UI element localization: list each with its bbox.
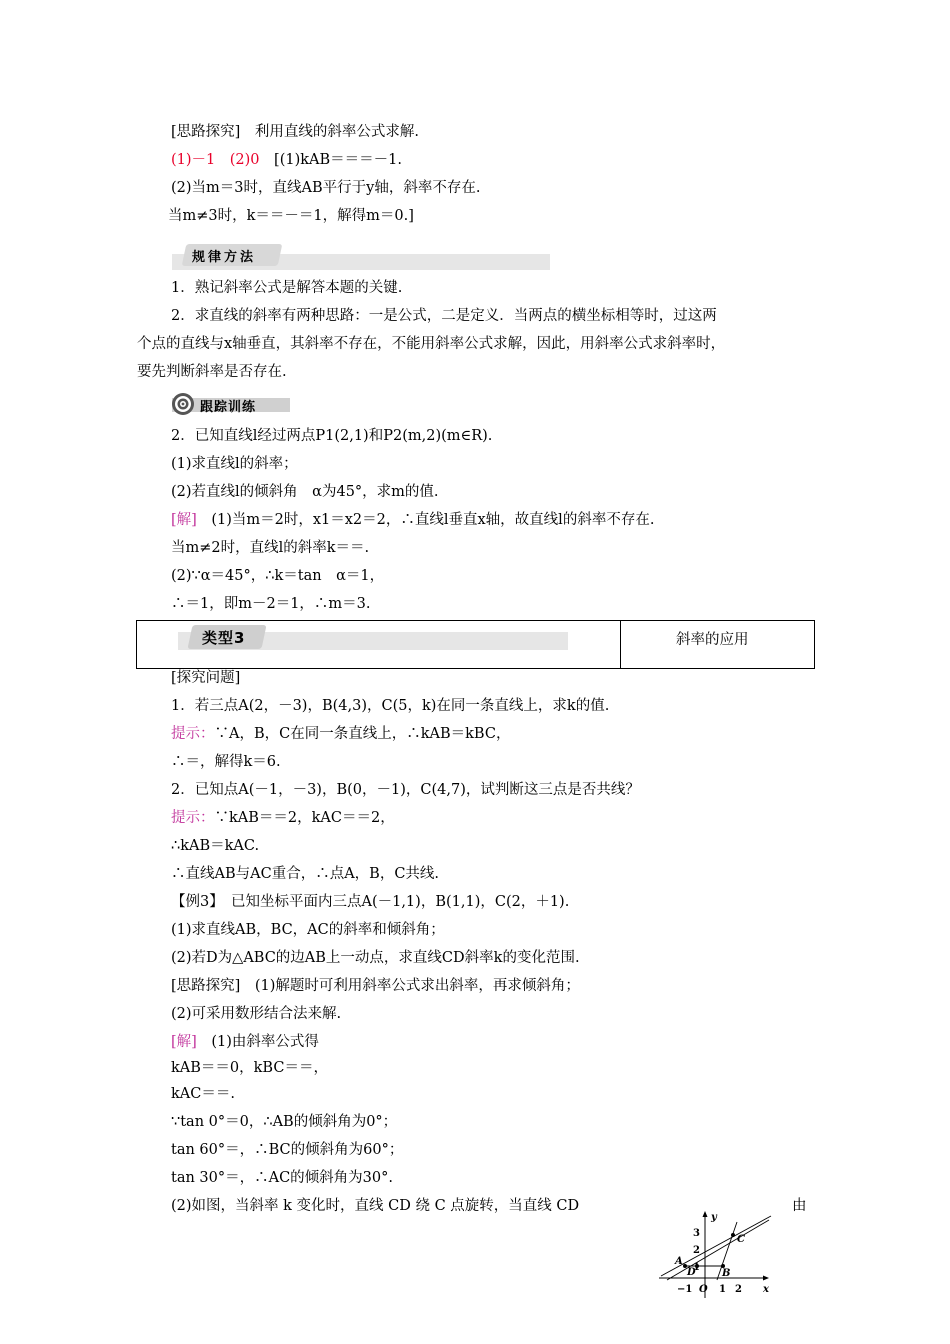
example-3-angle-ac: tan 30°＝，∴AC的倾斜角为30°. [171,1170,393,1186]
type-table-divider [620,620,621,668]
example-3-part2: (2)如图，当斜率 k 变化时，直线 CD 绕 C 点旋转，当直线 CD [171,1198,580,1214]
section-training-title: 跟踪训练 [200,400,257,415]
example-3-kab-kbc: kAB＝＝0，kBC＝＝， [171,1060,328,1076]
target-icon [171,392,195,416]
label-a: A [675,1256,683,1267]
x-tick-2: 2 [735,1284,742,1295]
y-axis-arrow-icon [703,1211,708,1217]
x-axis-label: x [763,1284,769,1295]
line-cd [667,1220,769,1280]
explore-hint-2 [171,808,395,828]
x-tick-1: 1 [719,1284,726,1295]
y-tick-1: 1 [693,1262,700,1273]
slope-figure [655,1208,775,1300]
x-tick-origin: O [699,1284,708,1295]
line-answer [171,150,402,170]
example-3-solution [171,1032,319,1052]
explore-q1: 1．若三点A(2，－3)，B(4,3)，C(5，k)在同一条直线上，求k的值. [171,698,610,714]
exercise-2-q2: (2)若直线l的倾斜角 α为45°，求m的值. [171,484,439,500]
line-ac [661,1216,771,1276]
hint-tag: 提示： [171,810,215,826]
answer-derivation: [(1)kAB＝＝＝－1. [259,152,402,168]
solution-text: (1)当m＝2时，x1＝x2＝2，∴直线l垂直x轴，故直线l的斜率不存在. [196,512,655,528]
hint-tag: 提示： [171,726,215,742]
explore-q2: 2．已知点A(－1，－3)，B(0，－1)，C(4,7)，试判断这三点是否共线？ [171,782,640,798]
solution-tag: [解] [171,1034,197,1050]
rule-point-2: 2．求直线的斜率有两种思路：一是公式，二是定义．当两点的横坐标相等时，过这两 [171,308,717,324]
x-tick-neg1: −1 [677,1284,693,1295]
line-m3: (2)当m＝3时，直线AB平行于y轴，斜率不存在. [171,180,481,196]
rule-point-2-end: 要先判断斜率是否存在. [137,364,287,380]
y-axis-label: y [711,1212,717,1223]
example-3-thinking-2: (2)可采用数形结合法来解. [171,1006,342,1022]
example-3-q1: (1)求直线AB，BC，AC的斜率和倾斜角； [171,922,445,938]
solution-tag: [解] [171,512,197,528]
explore-hint-1 [171,724,510,744]
label-d: D [687,1267,696,1278]
label-b: B [722,1268,731,1279]
exercise-2: 2．已知直线l经过两点P1(2,1)和P2(m,2)(m∈R). [171,428,493,444]
type-title: 类型3 [202,629,246,647]
label-c: C [737,1234,745,1245]
answer-values: (1)－1 (2)0 [171,152,260,168]
exercise-2-result: ∴＝1，即m－2＝1，∴m＝3. [171,596,371,612]
example-3: 【例3】 已知坐标平面内三点A(－1,1)，B(1,1)，C(2，＋1). [171,894,570,910]
example-3-q2: (2)若D为△ABC的边AB上一动点，求直线CD斜率k的变化范围. [171,950,580,966]
line-mneq3: 当m≠3时，k＝＝－＝1，解得m＝0.] [168,208,414,224]
rule-point-2-cont: 个点的直线与x轴垂直，其斜率不存在，不能用斜率公式求解，因此，用斜率公式求斜率时， [137,336,726,352]
exercise-2-part2: (2)∵α＝45°，∴k＝tan α＝1， [171,568,385,584]
example-3-angle-bc: tan 60°＝，∴BC的倾斜角为60°； [171,1142,404,1158]
y-tick-3: 3 [693,1228,700,1239]
section-rule-title: 规律方法 [192,250,257,265]
hint-text: ∵kAB＝＝2，kAC＝＝2， [214,810,395,826]
rule-point-1: 1．熟记斜率公式是解答本题的关键. [171,280,403,296]
exercise-2-solution [171,510,654,530]
x-axis-arrow-icon [763,1276,769,1281]
point-c [731,1233,735,1237]
y-tick-2: 2 [693,1245,700,1256]
example-3-thinking: [思路探究] (1)解题时可利用斜率公式求出斜率，再求倾斜角； [171,978,580,994]
explore-hint-2-eq: ∴kAB＝kAC. [171,838,260,854]
explore-hint-1-result: ∴＝，解得k＝6. [171,754,281,770]
line-thinking: [思路探究] 利用直线的斜率公式求解. [171,124,419,140]
exercise-2-q1: (1)求直线l的斜率； [171,456,298,472]
explore-hint-2-result: ∴直线AB与AC重合，∴点A，B，C共线. [171,866,440,882]
example-3-part2-cont: 由 [792,1198,807,1214]
example-3-kac: kAC＝＝. [171,1086,235,1102]
example-3-angle-ab: ∵tan 0°＝0，∴AB的倾斜角为0°； [171,1114,398,1130]
hint-text: ∵A，B，C在同一条直线上，∴kAB＝kBC， [214,726,511,742]
exercise-2-mneq2: 当m≠2时，直线l的斜率k＝＝. [171,540,370,556]
type-name: 斜率的应用 [676,632,749,648]
explore-header: [探究问题] [171,670,241,686]
solution-text: (1)由斜率公式得 [196,1034,319,1050]
